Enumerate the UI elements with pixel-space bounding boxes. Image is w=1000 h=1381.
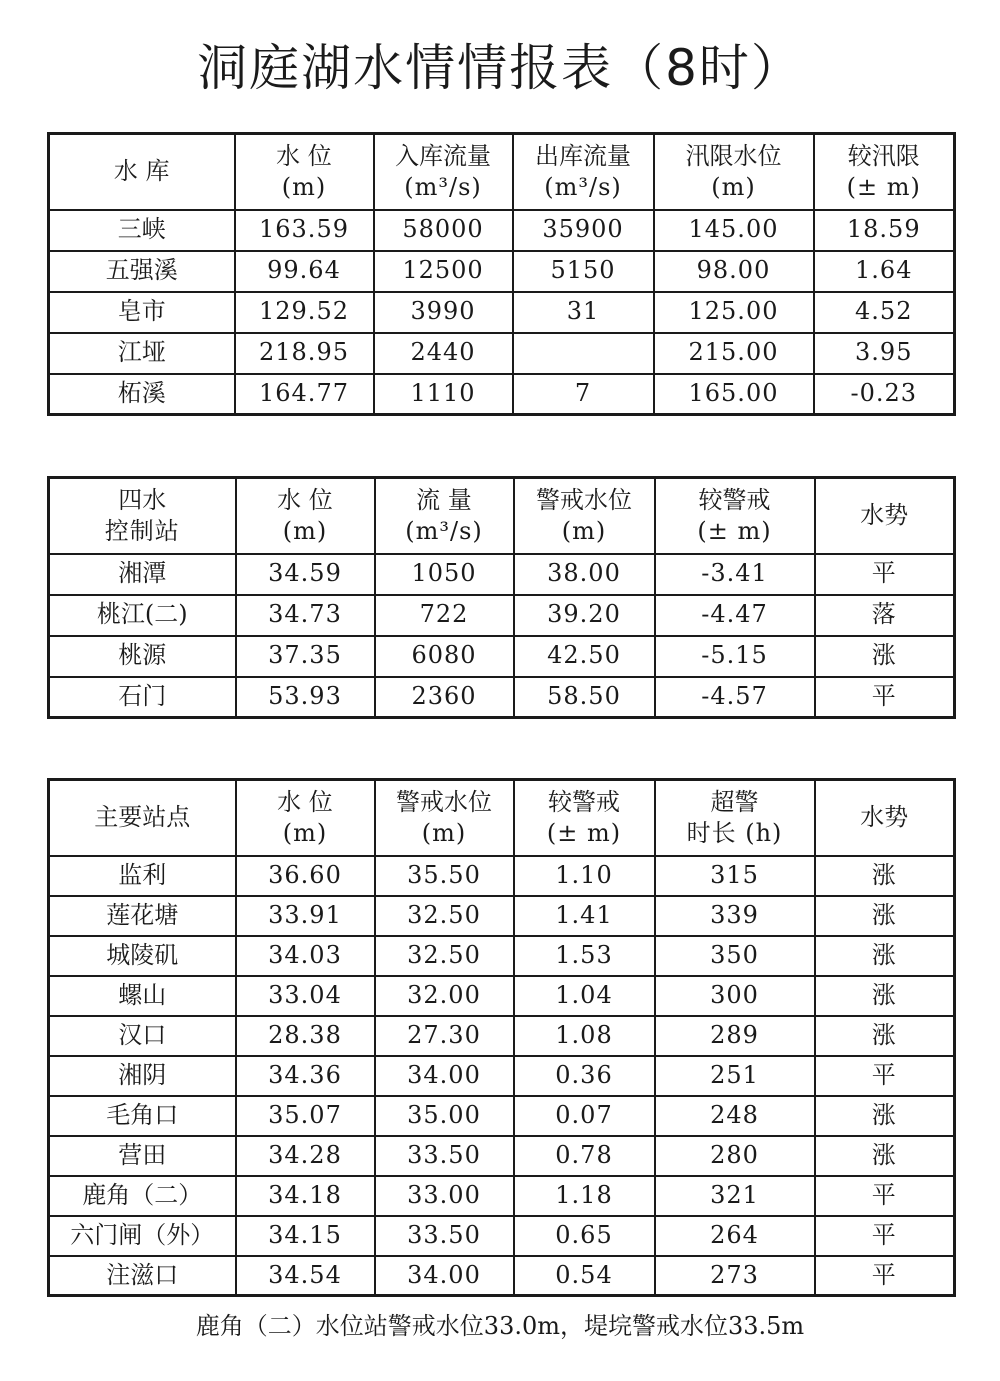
- value-cell: 164.77: [235, 374, 374, 415]
- column-header: [49, 780, 236, 856]
- value-cell: 37.35: [236, 636, 375, 677]
- station-name-cell: 湘潭: [49, 554, 236, 595]
- value-cell: 35.50: [375, 856, 514, 896]
- value-cell: 0.65: [514, 1216, 655, 1256]
- column-header-line1: 出库流量: [535, 141, 631, 170]
- value-cell: 53.93: [236, 677, 375, 718]
- table-row: [49, 333, 955, 374]
- column-header-line1: 水 位: [276, 141, 332, 170]
- column-header: [513, 134, 654, 210]
- station-name-cell: 监利: [49, 856, 236, 896]
- header-row: [49, 134, 955, 210]
- value-cell: 平: [815, 1216, 955, 1256]
- value-cell: 125.00: [654, 292, 814, 333]
- value-cell: 34.18: [236, 1176, 375, 1216]
- header-row: [49, 780, 955, 856]
- station-name-cell: 石门: [49, 677, 236, 718]
- value-cell: 落: [815, 595, 955, 636]
- table-row: [49, 374, 955, 415]
- table-row: [49, 554, 955, 595]
- column-header-line1: 水势: [860, 803, 909, 832]
- value-cell: 34.00: [375, 1256, 514, 1296]
- table-row: [49, 936, 955, 976]
- table-row: [49, 976, 955, 1016]
- value-cell: 4.52: [814, 292, 955, 333]
- value-cell: 0.07: [514, 1096, 655, 1136]
- value-cell: 339: [655, 896, 815, 936]
- column-header: [374, 134, 513, 210]
- value-cell: 32.50: [375, 896, 514, 936]
- station-name-cell: 城陵矶: [49, 936, 236, 976]
- value-cell: 300: [655, 976, 815, 1016]
- value-cell: -4.47: [655, 595, 815, 636]
- value-cell: 34.73: [236, 595, 375, 636]
- value-cell: 6080: [375, 636, 514, 677]
- value-cell: 163.59: [235, 210, 374, 251]
- value-cell: 1.04: [514, 976, 655, 1016]
- value-cell: 33.50: [375, 1216, 514, 1256]
- value-cell: 34.28: [236, 1136, 375, 1176]
- station-name-cell: 五强溪: [49, 251, 235, 292]
- value-cell: 平: [815, 554, 955, 595]
- table-row: [49, 677, 955, 718]
- value-cell: 涨: [815, 936, 955, 976]
- reservoir-table: [47, 132, 956, 416]
- table-row: [49, 1176, 955, 1216]
- column-header: [49, 478, 236, 554]
- main-stations-table: [47, 778, 956, 1297]
- value-cell: 平: [815, 1176, 955, 1216]
- column-header-line2: (m): [421, 818, 467, 847]
- value-cell: 34.59: [236, 554, 375, 595]
- value-cell: 涨: [815, 636, 955, 677]
- table-row: [49, 1056, 955, 1096]
- value-cell: 34.03: [236, 936, 375, 976]
- table-row: [49, 251, 955, 292]
- column-header-line1: 警戒水位: [396, 787, 492, 816]
- value-cell: 58000: [374, 210, 513, 251]
- column-header-line1: 水 位: [277, 485, 333, 514]
- table-row: [49, 1256, 955, 1296]
- value-cell: 27.30: [375, 1016, 514, 1056]
- value-cell: 0.36: [514, 1056, 655, 1096]
- column-header-line2: 控制站: [104, 516, 180, 545]
- value-cell: 33.50: [375, 1136, 514, 1176]
- table-row: [49, 856, 955, 896]
- column-header: [654, 134, 814, 210]
- value-cell: 涨: [815, 896, 955, 936]
- column-header-line2: (± m): [846, 172, 921, 201]
- value-cell: 1.64: [814, 251, 955, 292]
- value-cell: -0.23: [814, 374, 955, 415]
- column-header-line2: (± m): [697, 516, 772, 545]
- value-cell: 1.08: [514, 1016, 655, 1056]
- table-row: [49, 292, 955, 333]
- column-header-line2: (m³/s): [404, 172, 482, 201]
- four-rivers-control-table: [47, 476, 956, 719]
- value-cell: 5150: [513, 251, 654, 292]
- station-name-cell: 汉口: [49, 1016, 236, 1056]
- station-name-cell: 三峡: [49, 210, 235, 251]
- header-row: [49, 478, 955, 554]
- column-header-line1: 水 库: [113, 157, 170, 186]
- station-name-cell: 莲花塘: [49, 896, 236, 936]
- value-cell: 273: [655, 1256, 815, 1296]
- value-cell: 31: [513, 292, 654, 333]
- value-cell: 35.00: [375, 1096, 514, 1136]
- value-cell: 涨: [815, 856, 955, 896]
- column-header: [655, 478, 815, 554]
- station-name-cell: 六门闸（外）: [49, 1216, 236, 1256]
- value-cell: 3990: [374, 292, 513, 333]
- table-row: [49, 636, 955, 677]
- station-name-cell: 桃源: [49, 636, 236, 677]
- value-cell: 18.59: [814, 210, 955, 251]
- value-cell: 32.00: [375, 976, 514, 1016]
- value-cell: 35900: [513, 210, 654, 251]
- value-cell: 2440: [374, 333, 513, 374]
- value-cell: -5.15: [655, 636, 815, 677]
- value-cell: 平: [815, 677, 955, 718]
- footnote: 鹿角（二）水位站警戒水位33.0m，堤垸警戒水位33.5m: [195, 1312, 805, 1340]
- value-cell: 248: [655, 1096, 815, 1136]
- value-cell: 36.60: [236, 856, 375, 896]
- column-header: [236, 780, 375, 856]
- value-cell: 2360: [375, 677, 514, 718]
- column-header: [514, 478, 655, 554]
- value-cell: 38.00: [514, 554, 655, 595]
- value-cell: 98.00: [654, 251, 814, 292]
- column-header-line1: 较汛限: [847, 141, 920, 170]
- value-cell: 1.41: [514, 896, 655, 936]
- value-cell: 平: [815, 1256, 955, 1296]
- column-header: [375, 780, 514, 856]
- value-cell: 1110: [374, 374, 513, 415]
- value-cell: 28.38: [236, 1016, 375, 1056]
- column-header-line1: 较警戒: [698, 485, 771, 514]
- station-name-cell: 江垭: [49, 333, 235, 374]
- value-cell: 涨: [815, 1136, 955, 1176]
- column-header-line1: 流 量: [416, 485, 472, 514]
- value-cell: 涨: [815, 1096, 955, 1136]
- value-cell: 145.00: [654, 210, 814, 251]
- value-cell: 33.91: [236, 896, 375, 936]
- value-cell: 215.00: [654, 333, 814, 374]
- station-name-cell: 毛角口: [49, 1096, 236, 1136]
- value-cell: 34.36: [236, 1056, 375, 1096]
- column-header-line1: 入库流量: [395, 141, 491, 170]
- column-header: [815, 780, 955, 856]
- column-header: [375, 478, 514, 554]
- station-name-cell: 注滋口: [49, 1256, 236, 1296]
- value-cell: 平: [815, 1056, 955, 1096]
- table-row: [49, 1016, 955, 1056]
- value-cell: -4.57: [655, 677, 815, 718]
- column-header-line1: 水 位: [277, 787, 333, 816]
- value-cell: 280: [655, 1136, 815, 1176]
- column-header: [815, 478, 955, 554]
- value-cell: 42.50: [514, 636, 655, 677]
- table-row: [49, 896, 955, 936]
- column-header-line1: 汛限水位: [685, 141, 782, 170]
- value-cell: 218.95: [235, 333, 374, 374]
- column-header-line1: 警戒水位: [536, 485, 632, 514]
- value-cell: 33.04: [236, 976, 375, 1016]
- column-header-line1: 主要站点: [94, 803, 191, 832]
- station-name-cell: 皂市: [49, 292, 235, 333]
- column-header-line2: (m³/s): [544, 172, 622, 201]
- table-row: [49, 1136, 955, 1176]
- value-cell: 165.00: [654, 374, 814, 415]
- column-header-line2: (m): [282, 818, 328, 847]
- page-title: 洞庭湖水情情报表（8时）: [197, 39, 803, 97]
- value-cell: -3.41: [655, 554, 815, 595]
- value-cell: 涨: [815, 976, 955, 1016]
- value-cell: 32.50: [375, 936, 514, 976]
- value-cell: 264: [655, 1216, 815, 1256]
- value-cell: 39.20: [514, 595, 655, 636]
- column-header: [655, 780, 815, 856]
- value-cell: 1.53: [514, 936, 655, 976]
- value-cell: 涨: [815, 1016, 955, 1056]
- table-row: [49, 595, 955, 636]
- column-header-line1: 四水: [118, 485, 167, 514]
- value-cell: 34.15: [236, 1216, 375, 1256]
- value-cell: 321: [655, 1176, 815, 1216]
- value-cell: 722: [375, 595, 514, 636]
- column-header: [514, 780, 655, 856]
- value-cell: 33.00: [375, 1176, 514, 1216]
- column-header-line1: 水势: [860, 501, 909, 530]
- column-header-line2: (m): [281, 172, 327, 201]
- value-cell: 129.52: [235, 292, 374, 333]
- value-cell: 34.00: [375, 1056, 514, 1096]
- value-cell: 289: [655, 1016, 815, 1056]
- table-row: [49, 210, 955, 251]
- station-name-cell: 鹿角（二）: [49, 1176, 236, 1216]
- station-name-cell: 柘溪: [49, 374, 235, 415]
- value-cell: 251: [655, 1056, 815, 1096]
- column-header: [236, 478, 375, 554]
- value-cell: 1.10: [514, 856, 655, 896]
- value-cell: 0.78: [514, 1136, 655, 1176]
- column-header-line1: 超警: [710, 787, 759, 816]
- column-header-line2: (m): [561, 516, 607, 545]
- column-header-line2: (m³/s): [405, 516, 483, 545]
- station-name-cell: 桃江(二): [49, 595, 236, 636]
- value-cell: 34.54: [236, 1256, 375, 1296]
- value-cell: 315: [655, 856, 815, 896]
- station-name-cell: 湘阴: [49, 1056, 236, 1096]
- column-header-line1: 较警戒: [548, 787, 620, 816]
- value-cell: 1.18: [514, 1176, 655, 1216]
- value-cell: 35.07: [236, 1096, 375, 1136]
- value-cell: 0.54: [514, 1256, 655, 1296]
- column-header-line2: (± m): [546, 818, 622, 847]
- table-row: [49, 1096, 955, 1136]
- value-cell: 1050: [375, 554, 514, 595]
- value-cell: 3.95: [814, 333, 955, 374]
- value-cell: 7: [513, 374, 654, 415]
- column-header: [235, 134, 374, 210]
- station-name-cell: 营田: [49, 1136, 236, 1176]
- column-header: [49, 134, 235, 210]
- value-cell: 350: [655, 936, 815, 976]
- column-header-line2: 时长 (h): [686, 818, 783, 847]
- value-cell: [513, 333, 654, 374]
- column-header-line2: (m): [282, 516, 328, 545]
- value-cell: 58.50: [514, 677, 655, 718]
- column-header: [814, 134, 955, 210]
- station-name-cell: 螺山: [49, 976, 236, 1016]
- column-header-line2: (m): [711, 172, 756, 201]
- table-row: [49, 1216, 955, 1256]
- value-cell: 99.64: [235, 251, 374, 292]
- value-cell: 12500: [374, 251, 513, 292]
